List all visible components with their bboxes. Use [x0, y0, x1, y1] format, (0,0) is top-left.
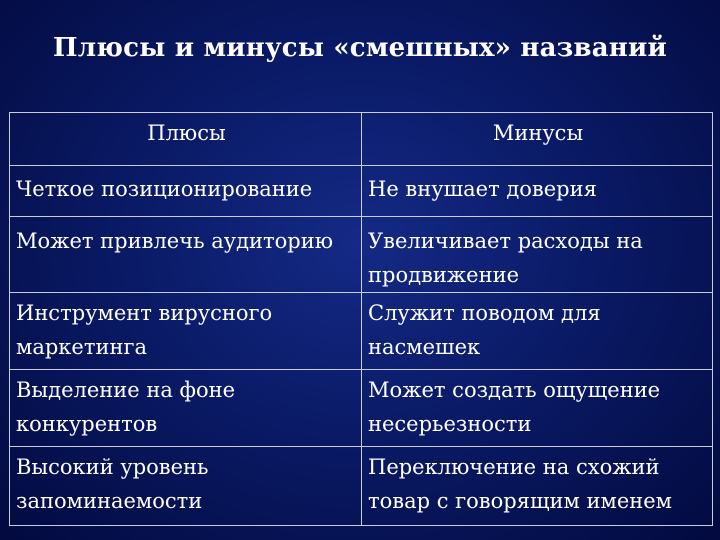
- pros-cell: [10, 447, 362, 526]
- cons-cell: [362, 447, 713, 526]
- table-row: [10, 217, 713, 293]
- cons-cell: [362, 217, 713, 293]
- cons-cell: [362, 370, 713, 447]
- pros-cons-table: [9, 112, 713, 526]
- cons-text: Может создать ощущение несерьезности: [368, 378, 661, 436]
- cons-cell: [362, 293, 713, 370]
- slide-title: Плюсы и минусы «смешных» названий: [53, 33, 667, 63]
- pros-cell: [10, 217, 362, 293]
- table-row: [10, 293, 713, 370]
- header-pros-label: Плюсы: [147, 121, 226, 145]
- header-cons: [362, 113, 713, 166]
- header-pros: [10, 113, 362, 166]
- cons-text: Увеличивает расходы на продвижение: [368, 229, 643, 287]
- table-row: [10, 370, 713, 447]
- table-row: [10, 447, 713, 526]
- header-cons-label: Минусы: [492, 121, 584, 145]
- pros-text: Инструмент вирусного маркетинга: [16, 301, 273, 359]
- cons-cell: [362, 166, 713, 217]
- pros-cell: [10, 166, 362, 217]
- pros-text: Может привлечь аудиторию: [16, 229, 333, 253]
- pros-text: Четкое позиционирование: [16, 177, 313, 201]
- cons-text: Служит поводом для насмешек: [368, 301, 601, 359]
- pros-cell: [10, 370, 362, 447]
- pros-cell: [10, 293, 362, 370]
- pros-text: Высокий уровень запоминаемости: [16, 455, 209, 513]
- cons-text: Не внушает доверия: [368, 177, 597, 201]
- table-header-row: [10, 113, 713, 166]
- cons-text: Переключение на схожий товар с говорящим именем: [368, 455, 673, 513]
- table-row: [10, 166, 713, 217]
- pros-text: Выделение на фоне конкурентов: [16, 378, 236, 436]
